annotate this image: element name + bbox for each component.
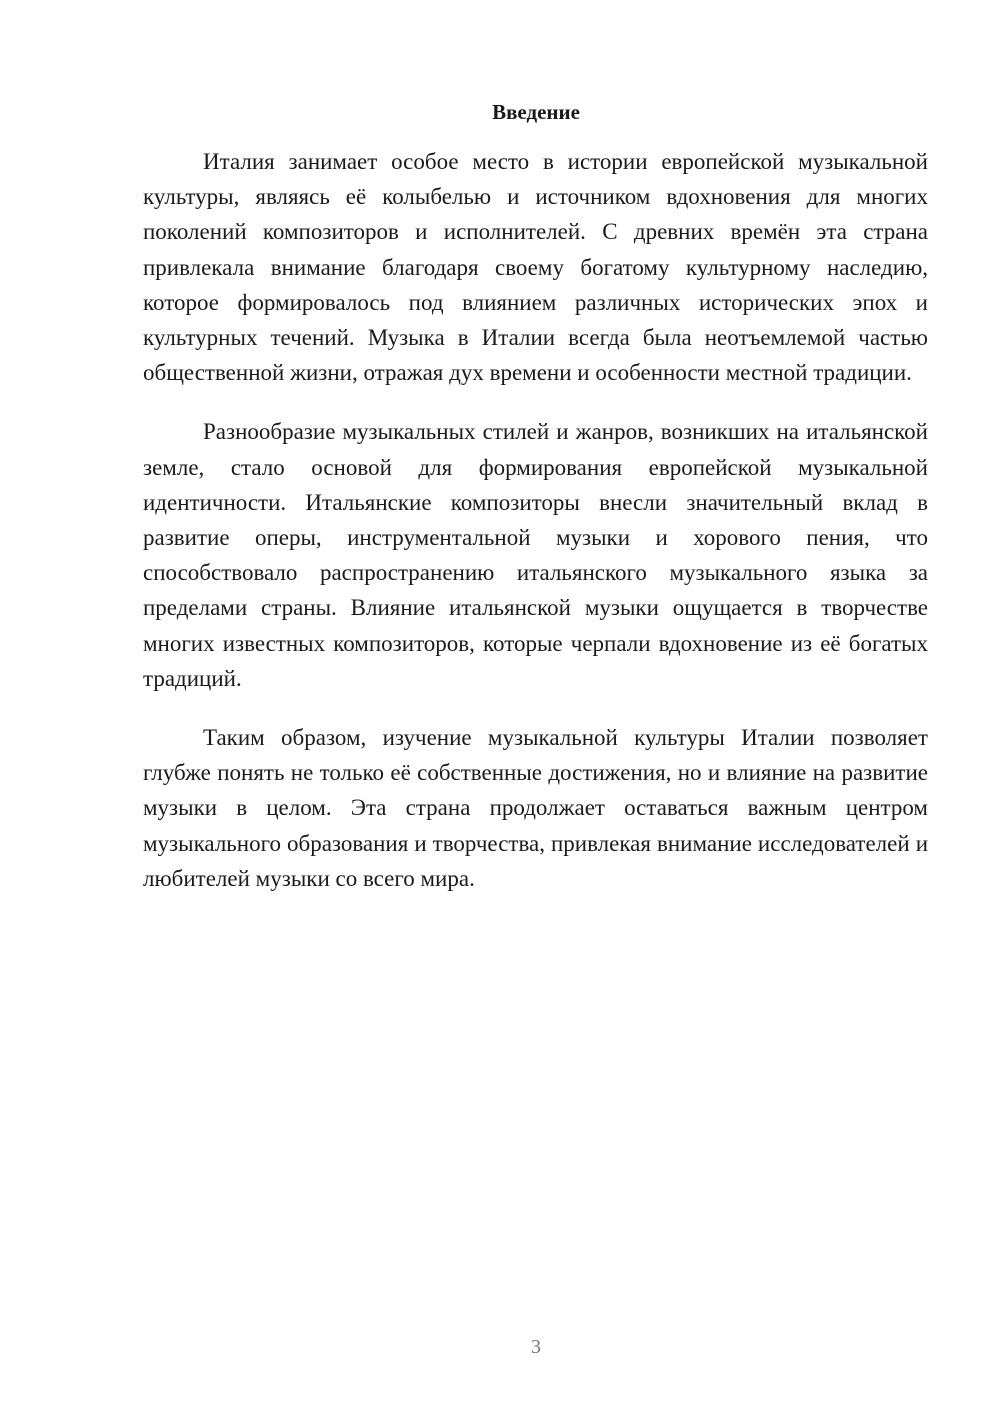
- paragraph-2: Разнообразие музыкальных стилей и жанров, возникших на итальянской земле, стало основой для формирования европейской музыкальной идентичности. Итальянские композиторы внесли значительный вклад в развитие оперы, инструментальной музыки и хорового пения, что способствовало распространению итальянского музыкального языка за пределами страны. Влияние итальянской музыки ощущается в творчестве многих известных композиторов, которые черпали вдохновение из её богатых традиций.: [143, 419, 928, 691]
- page-number: 3: [531, 1336, 541, 1358]
- paragraph-3: Таким образом, изучение музыкальной культуры Италии позволяет глубже понять не только её собственные достижения, но и влияние на развитие музыки в целом. Эта страна продолжает оставаться важным центром музыкального образования и творчества, привлекая внимание исследователей и любителей музыки со всего мира.: [143, 725, 928, 891]
- paragraph-1: Италия занимает особое место в истории европейской музыкальной культуры, являясь её колыбелью и источником вдохновения для многих поколений композиторов и исполнителей. С древних времён эта страна привлекала внимание благодаря своему богатому культурному наследию, которое формировалось под влиянием различных исторических эпох и культурных течений. Музыка в Италии всегда была неотъемлемой частью общественной жизни, отражая дух времени и особенности местной традиции.: [143, 149, 928, 386]
- body-text: [143, 144, 928, 920]
- section-title: Введение: [492, 100, 580, 124]
